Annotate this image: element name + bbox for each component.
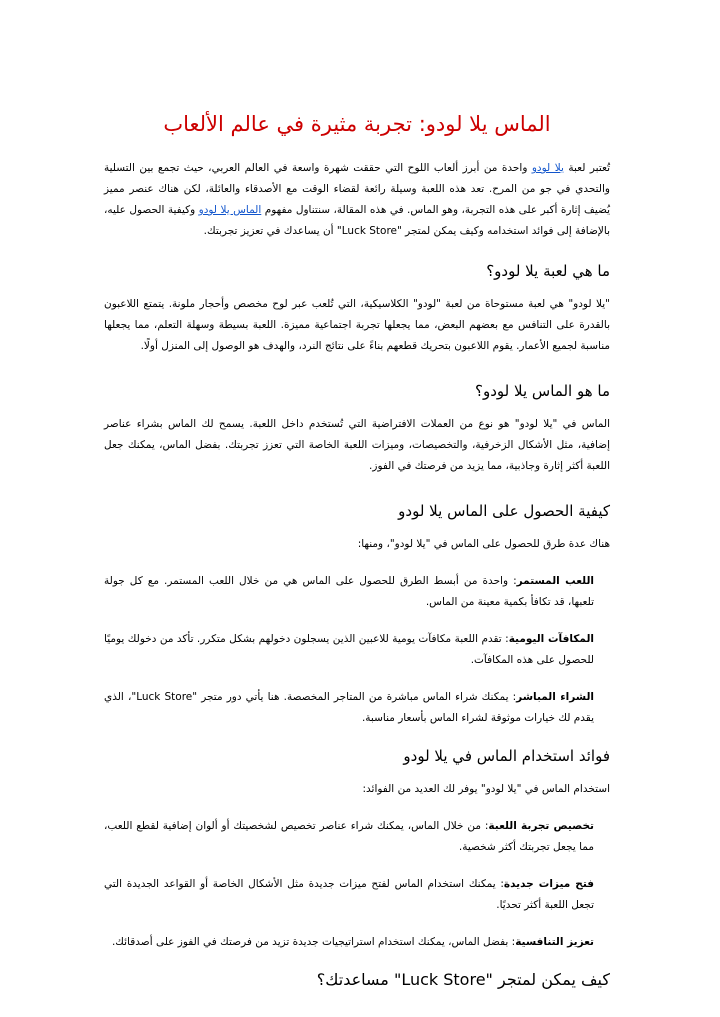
list-item-text: : من خلال الماس، يمكنك شراء عناصر تخصيص لشخصيتك أو ألوان إضافية لقطع اللعب، مما يجعل تجربتك أكثر شخصية. [104, 820, 594, 853]
diamond-methods-list [104, 571, 610, 729]
list-item-label: فتح ميزات جديدة [503, 878, 594, 890]
diamond-benefits-list [104, 816, 610, 953]
list-item-label: تخصيص تجربة اللعبة [488, 820, 594, 832]
list-item-competitiveness [104, 932, 594, 953]
section3-lead: هناك عدة طرق للحصول على الماس في "يلا لودو"، ومنها: [357, 538, 610, 550]
list-item-continuous-play [104, 571, 594, 613]
list-item-new-features [104, 874, 594, 916]
list-item-label: اللعب المستمر [516, 575, 595, 587]
yalla-ludo-diamonds-link[interactable]: الماس يلا لودو [198, 204, 262, 216]
intro-paragraph [104, 158, 610, 242]
intro-text-3: وكيفية الحصول عليه، بالإضافة إلى فوائد استخدامه وكيف يمكن لمتجر "Luck Store" أن يساعدك في تعزيز تجربتك. [104, 204, 610, 237]
section2-heading: ما هو الماس يلا لودو؟ [475, 382, 610, 400]
list-item-text: : واحدة من أبسط الطرق للحصول على الماس هي من خلال اللعب المستمر. مع كل جولة تلعبها، قد تكافأ بكمية معينة من الماس. [104, 575, 594, 608]
section2-paragraph: الماس في "يلا لودو" هو نوع من العملات الافتراضية التي تُستخدم داخل اللعبة. يسمح لك الماس بشراء عناصر إضافية، مثل الأشكال الزخرفية، والتخصيصات، وميزات اللعبة الخاصة التي تعزز تجربتك. بفضل الماس، يمكنك جعل اللعبة أكثر إثارة وجاذبية، مما يزيد من فرصتك في الفوز. [104, 418, 610, 472]
list-item-label: تعزيز التنافسية [515, 936, 594, 948]
list-item-customization [104, 816, 594, 858]
list-item-text: : تقدم اللعبة مكافآت يومية للاعبين الذين يسجلون دخولهم بشكل متكرر. تأكد من دخولك يوميًا للحصول على هذه المكافآت. [104, 633, 594, 666]
intro-text-2: واحدة من أبرز ألعاب اللوح التي حققت شهرة واسعة في العالم العربي، حيث تجمع بين التسلية والتحدي في جو من المرح. تعد هذه اللعبة وسيلة رائعة لقضاء الوقت مع الأصدقاء والعائلة، لكن هناك عنصر مميز يُضيف إثارة أكبر على هذه التجربة، وهو الماس. في هذه المقالة، سنتناول مفهوم [104, 162, 611, 216]
section4-lead: استخدام الماس في "يلا لودو" يوفر لك العديد من الفوائد: [362, 783, 610, 795]
page-title: الماس يلا لودو: تجربة مثيرة في عالم الألعاب [163, 112, 551, 136]
section3-heading: كيفية الحصول على الماس يلا لودو [398, 502, 610, 520]
list-item-label: المكافآت اليومية [508, 633, 594, 645]
list-item-text: : يمكنك شراء الماس مباشرة من المتاجر المخصصة. هنا يأتي دور متجر "Luck Store"، الذي يقدم لك خيارات موثوقة لشراء الماس بأسعار مناسبة. [104, 691, 594, 724]
list-item-direct-purchase [104, 687, 594, 729]
section1-paragraph: "يلا لودو" هي لعبة مستوحاة من لعبة "لودو" الكلاسيكية، التي تُلعب عبر لوح مخصص وأحجار ملونة. يتمتع اللاعبون بالقدرة على التنافس مع بعضهم البعض، مما يجعلها تجربة اجتماعية مميزة. اللعبة بسيطة وسهلة التعلم، مما يجعلها مناسبة لجميع الأعمار. يقوم اللاعبون بتحريك قطعهم بناءً على نتائج النرد، والهدف هو الوصول إلى المنزل أولًا. [104, 298, 610, 352]
intro-text-1: تُعتبر لعبة [563, 162, 610, 174]
list-item-daily-rewards [104, 629, 594, 671]
yalla-ludo-link[interactable]: يلا لودو [531, 162, 564, 174]
section5-heading: كيف يمكن لمتجر "Luck Store" مساعدتك؟ [316, 970, 610, 989]
section1-heading: ما هي لعبة يلا لودو؟ [486, 262, 610, 280]
list-item-label: الشراء المباشر [516, 691, 595, 703]
list-item-text: : يمكنك استخدام الماس لفتح ميزات جديدة مثل الأشكال الخاصة أو القواعد الجديدة التي تجعل اللعبة أكثر تحديًا. [104, 878, 594, 911]
list-item-text: : بفضل الماس، يمكنك استخدام استراتيجيات جديدة تزيد من فرصتك في الفوز على أصدقائك. [111, 936, 516, 948]
section4-heading: فوائد استخدام الماس في يلا لودو [403, 747, 610, 765]
